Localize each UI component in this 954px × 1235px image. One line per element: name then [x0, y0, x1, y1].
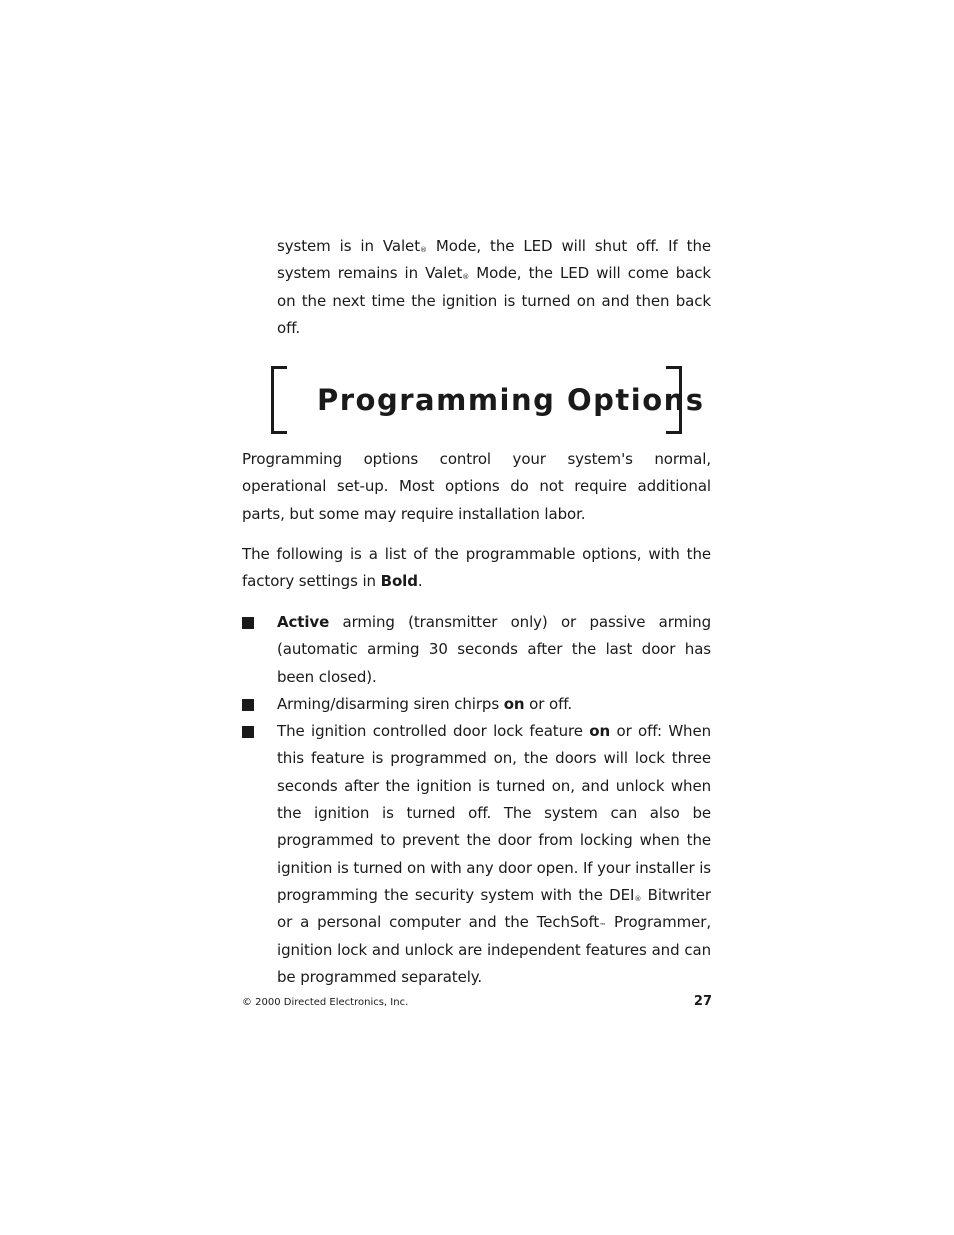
registered-mark: ®	[634, 894, 642, 903]
item-text: or off: When this feature is programmed on, the doors will lock three seconds after the ignition is turned on, and unlock when the ignition is turned off. The system can also be programmed to prevent the door from locking when the ignition is turned on with any door open. If your installer is programming the security system with the DEI	[277, 722, 711, 904]
item-text: Bitwriter or a personal computer and the TechSoft	[277, 885, 711, 932]
intro-text-2: Mode, the LED will shut off. If the system remains in Valet	[277, 237, 711, 283]
item-text: or off.	[524, 694, 573, 713]
item-text: Programmer, ignition lock and unlock are independent features and can be programmed separately.	[277, 913, 711, 986]
bold-word: on	[589, 722, 611, 741]
right-bracket	[666, 366, 682, 434]
section-title: Programming Options	[317, 383, 705, 417]
item-text: The ignition controlled door lock feature	[277, 722, 590, 741]
intro-text-1: system is in Valet	[277, 237, 420, 255]
intro-text-3: Mode, the LED will come back on the next time the ignition is turned on and then back off.	[277, 264, 711, 337]
list-item	[242, 609, 711, 691]
intro-paragraph	[277, 233, 711, 342]
registered-mark: ®	[462, 273, 470, 282]
registered-mark: ®	[419, 246, 427, 254]
section-heading	[271, 366, 705, 434]
item-text: Arming/disarming siren chirps	[277, 694, 504, 713]
page-number: 27	[693, 994, 712, 1009]
list-item	[242, 718, 711, 991]
paragraph-end: .	[417, 572, 423, 591]
square-bullet-icon	[242, 617, 254, 629]
copyright-notice: © 2000 Directed Electronics, Inc.	[242, 997, 409, 1008]
bold-word: on	[503, 694, 525, 713]
options-list	[242, 609, 711, 991]
item-text: arming (transmitter only) or passive arming (automatic arming 30 seconds after the last door has been closed).	[277, 613, 711, 686]
description-paragraph: Programming options control your system's normal, operational set-up. Most options do not require additional parts, but some may require installation labor.	[242, 450, 711, 523]
bold-word: Active	[277, 613, 330, 631]
paragraph-text: The following is a list of the programmable options, with the factory settings in	[242, 545, 711, 591]
square-bullet-icon	[242, 699, 254, 711]
left-bracket	[271, 366, 287, 434]
trademark-mark: ™	[599, 922, 607, 931]
list-item	[242, 691, 711, 718]
square-bullet-icon	[242, 726, 254, 738]
factory-settings-paragraph	[242, 541, 711, 596]
bold-word: Bold	[380, 572, 418, 591]
